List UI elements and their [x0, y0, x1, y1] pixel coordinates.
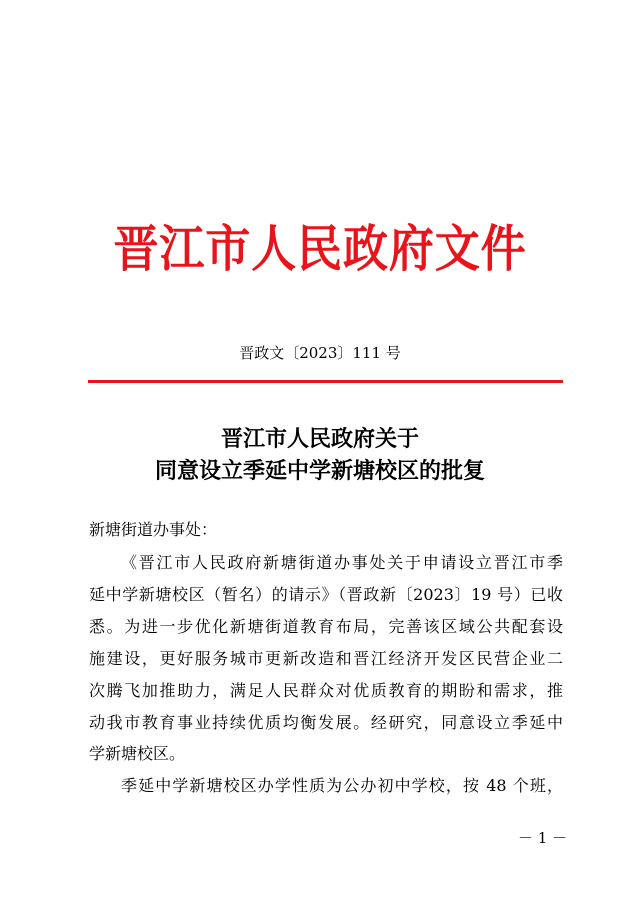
masthead-title: 晋江市人民政府文件 — [113, 219, 527, 278]
paragraph-1-line-5: 次腾飞加推助力，满足人民群众对优质教育的期盼和需求，推 — [89, 681, 563, 700]
paragraph-1-line-4: 施建设，更好服务城市更新改造和晋江经济开发区民营企业二 — [89, 649, 563, 668]
paragraph-1-line-2: 延中学新塘校区（暂名）的请示》（晋政新〔2023〕19 号）已收 — [89, 585, 563, 604]
paragraph-2-line-1: 季延中学新塘校区办学性质为公办初中学校，按 48 个班， — [121, 776, 563, 795]
paragraph-1-line-7: 学新塘校区。 — [89, 744, 186, 763]
document-title-line-2: 同意设立季延中学新塘校区的批复 — [154, 458, 485, 484]
paragraph-1-line-3: 悉。为进一步优化新塘街道教育布局，完善该区域公共配套设 — [89, 617, 563, 636]
salutation: 新塘街道办事处： — [89, 520, 218, 539]
document-title-line-1: 晋江市人民政府关于 — [220, 426, 419, 452]
red-divider — [88, 380, 563, 383]
page-number: － 1 － — [518, 829, 568, 847]
paragraph-1-line-1: 《晋江市人民政府新塘街道办事处关于申请设立晋江市季 — [121, 553, 563, 572]
document-number: 晋政文〔2023〕111 号 — [239, 344, 401, 362]
paragraph-1-line-6: 动我市教育事业持续优质均衡发展。经研究，同意设立季延中 — [89, 713, 563, 732]
